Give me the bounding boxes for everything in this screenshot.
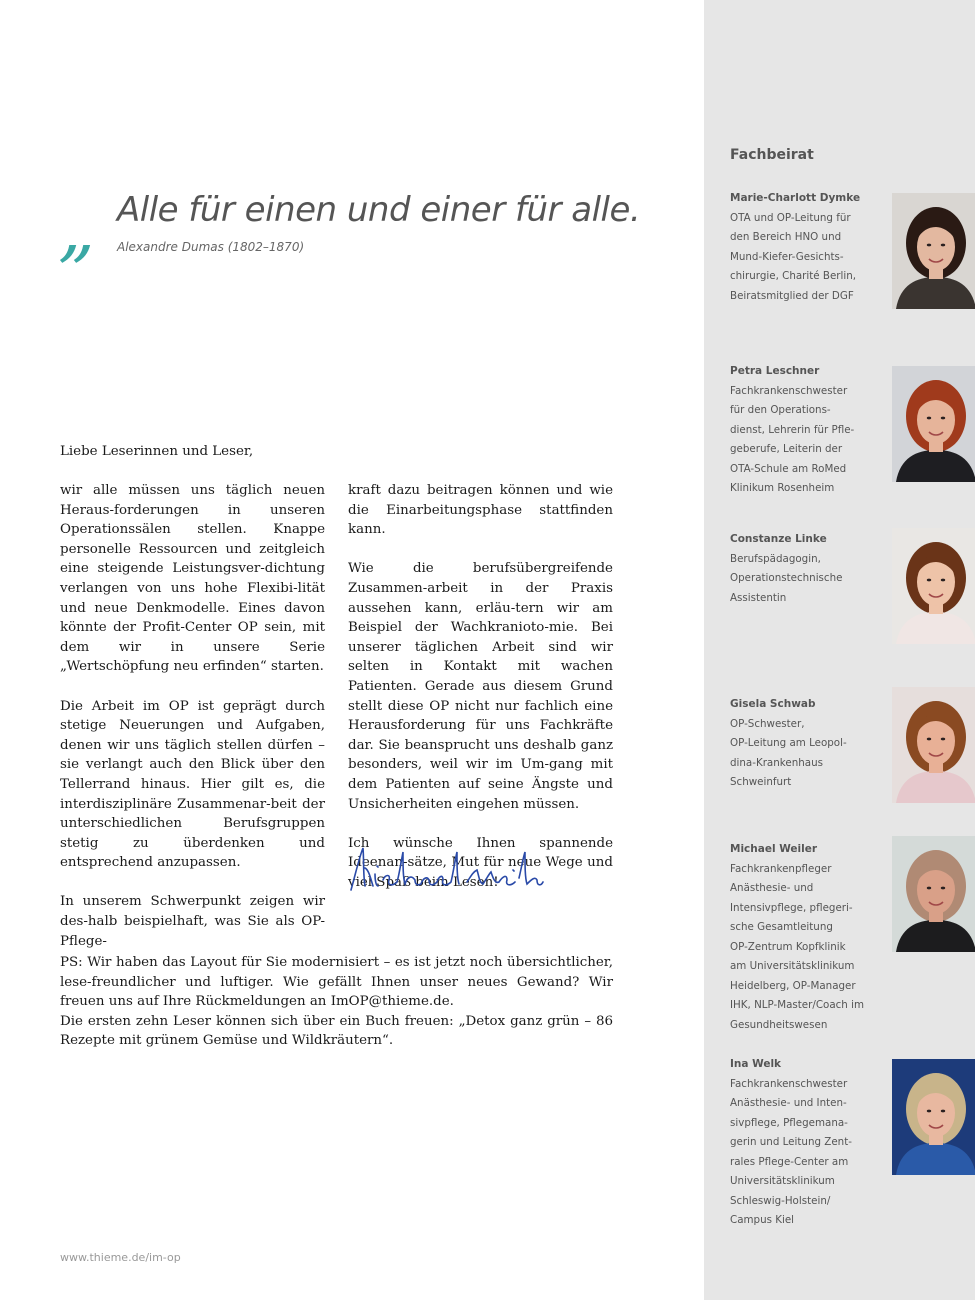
postscript [60,953,613,1051]
board-member-role-line: am Universitätsklinikum [730,960,855,972]
advisory-board-sidebar [704,0,975,1300]
board-member-name: Ina Welk [730,1058,782,1070]
board-member-role-line: den Bereich HNO und [730,231,842,243]
board-member-role-line: Gesundheitswesen [730,1018,828,1031]
letter-paragraph: Ich wünsche Ihnen spannende Ideenan-sätze, Mut für neue Wege und viel Spaß beim Lesen! [348,835,613,890]
portrait-photo [892,1059,975,1175]
portrait-photo [892,193,975,309]
board-member-role-line: sivpflege, Pflegemana- [730,1116,848,1129]
letter-column-left [60,481,325,951]
board-member-role-line: OTA und OP-Leitung für [730,211,851,224]
quote-author: Alexandre Dumas (1802–1870) [117,240,305,254]
board-member-name: Constanze Linke [730,533,827,545]
board-member-role-line: Fachkrankenschwester [730,384,848,397]
board-member-name: Marie-Charlott Dymke [730,192,861,204]
board-member [730,362,970,499]
board-member-role-line: Anästhesie- und [730,882,814,894]
quote-mark-icon: „ [58,186,96,270]
board-member-name: Gisela Schwab [730,698,816,710]
portrait-photo [892,528,975,644]
sidebar-title: Fachbeirat [730,147,814,163]
board-member-role-line: Anästhesie- und Inten- [730,1097,847,1109]
board-member-role-line: für den Operations- [730,404,831,416]
board-member-role-line: IHK, NLP-Master/Coach im [730,999,865,1011]
board-member-role-line: geberufe, Leiterin der [730,443,843,455]
ps-paragraph: Die ersten zehn Leser können sich über ein Buch freuen: „Detox ganz grün – 86 Rezepte mit grünem Gemüse und Wildkräutern“. [60,1013,613,1049]
board-member-role-line: OP-Leitung am Leopol- [730,737,847,749]
board-member-role-line: dina-Krankenhaus [730,756,823,769]
portrait-photo [892,366,975,482]
board-member-role-line: Fachkrankenpfleger [730,862,832,875]
board-member-role-line: Schweinfurt [730,776,792,788]
board-member-role-line: sche Gesamtleitung [730,921,833,933]
board-member-role-line: Intensivpflege, pflegeri- [730,901,853,914]
board-member-role-line: rales Pflege-Center am [730,1155,849,1168]
board-member-role-line: Schleswig-Holstein/ [730,1194,831,1207]
board-member [730,530,970,608]
handwritten-signature [345,840,550,903]
board-member-name: Petra Leschner [730,365,820,377]
footer-url: www.thieme.de/im-op [60,1251,181,1264]
board-member-role-line: Operationstechnische [730,572,843,584]
portrait-photo [892,687,975,803]
board-member [730,1055,970,1231]
board-member [730,840,970,1035]
board-member-role-line: OP-Schwester, [730,717,805,730]
board-member [730,189,970,306]
ps-paragraph: PS: Wir haben das Layout für Sie modernisiert – es ist jetzt noch übersichtlicher, lese-freundlicher und luftiger. Wie gefällt Ihnen unser neues Gewand? Wir freuen uns auf Ihre Rückmeldungen an ImOP@thieme.de. [60,955,613,1010]
board-member-role-line: gerin und Leitung Zent- [730,1136,852,1148]
letter-paragraph: Wie die berufsübergreifende Zusammen-arbeit in der Praxis aussehen kann, erläu-tern wir am Beispiel der Wachkranioto-mie. Bei unserer täglichen Arbeit sind wir selten in Kontakt mit wachen Patienten. Gerade aus diesem Grund stellt diese OP nicht nur fachlich eine Herausforderung für uns Fachkräfte dar. Sie beansprucht uns deshalb ganz besonders, weil wir im Um-gang mit dem Patienten auf seine Ängste und Unsicherheiten eingehen müssen. [348,561,613,812]
portrait-photo [892,836,975,952]
letter-paragraph: In unserem Schwerpunkt zeigen wir des-halb beispielhaft, was Sie als OP-Pflege- [60,894,325,949]
board-member-role-line: OP-Zentrum Kopfklinik [730,940,846,953]
letter-paragraph: wir alle müssen uns täglich neuen Heraus-forderungen in unseren Operationssälen stellen. Knappe personelle Ressourcen und zeitgleich eine steigende Leistungsver-dichtung verlangen von uns hohe Flexibi-lität und neue Denkmodelle. Eines davon könnte der Profit-Center OP sein, mit dem wir in unsere Serie „Wertschöpfung neu erfinden“ starten. [60,483,325,675]
board-member-role-line: Heidelberg, OP-Manager [730,979,856,992]
board-member-role-line: Klinikum Rosenheim [730,482,835,494]
board-member-role-line: Beiratsmitglied der DGF [730,289,854,302]
board-member-role-line: Mund-Kiefer-Gesichts- [730,250,844,263]
letter-paragraph: kraft dazu beitragen können und wie die Einarbeitungsphase stattfinden kann. [348,483,613,538]
board-member-role-line: Fachkrankenschwester [730,1077,848,1090]
board-member-role-line: OTA-Schule am RoMed [730,462,847,475]
board-member-name: Michael Weiler [730,843,818,855]
letter-salutation: Liebe Leserinnen und Leser, [60,444,254,459]
letter-paragraph: Die Arbeit im OP ist geprägt durch stetige Neuerungen und Aufgaben, denen wir uns täglich stellen dürfen – sie verlangt auch den Blick über den Tellerrand hinaus. Hier gilt es, die interdisziplinäre Zusammenar-beit der unterschiedlichen Berufsgruppen stetig zu überdenken und entsprechend anzupassen. [60,698,325,871]
board-member [730,695,970,793]
board-member-role-line: Berufspädagogin, [730,552,821,565]
board-member-role-line: chirurgie, Charité Berlin, [730,270,857,282]
board-member-role-line: Assistentin [730,591,787,604]
letter-column-right [348,481,613,892]
board-member-role-line: dienst, Lehrerin für Pfle- [730,423,855,436]
quote-text: Alle für einen und einer für alle. [117,190,641,230]
board-member-role-line: Universitätsklinikum [730,1175,835,1187]
board-member-role-line: Campus Kiel [730,1214,795,1226]
